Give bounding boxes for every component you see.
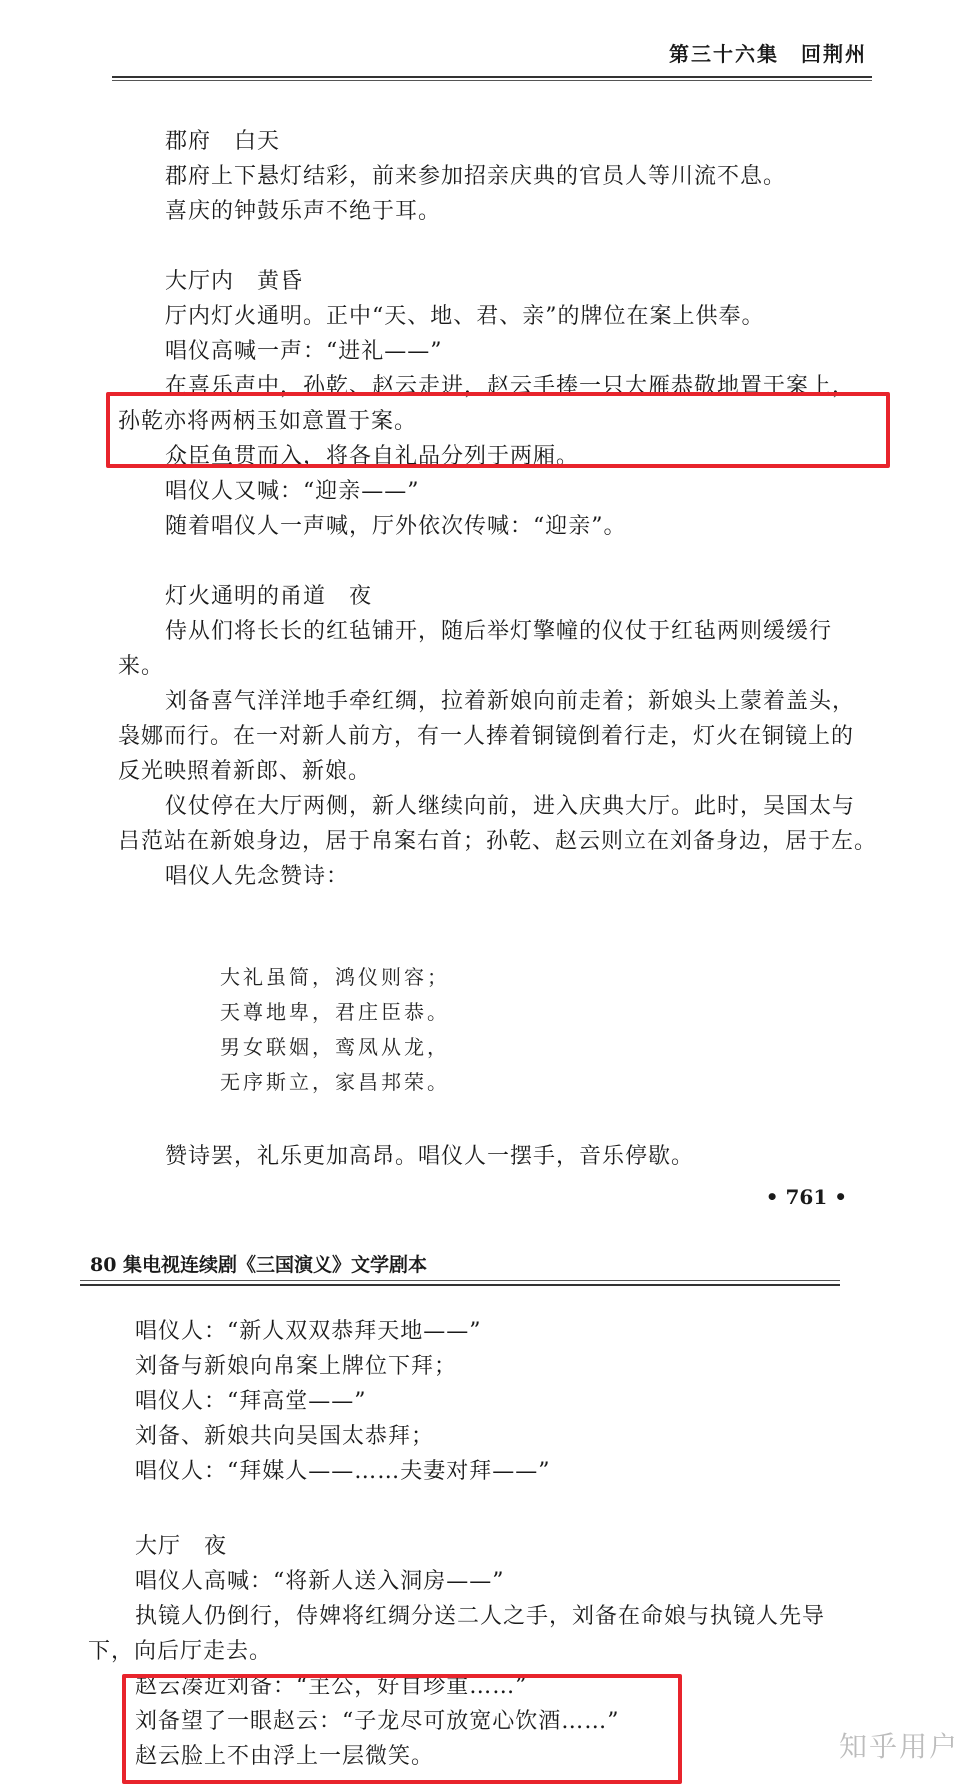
paragraph-line: 来。 <box>118 654 165 679</box>
running-header: 80 集电视连续剧《三国演义》文学剧本 <box>90 1254 428 1276</box>
paragraph-line: 唱仪人又喊：“迎亲——” <box>165 479 420 504</box>
paragraph-line: 唱仪人：“拜高堂——” <box>135 1389 367 1414</box>
paragraph-line: 赵云凑近刘备：“主公，好自珍重……” <box>135 1674 528 1699</box>
paragraph-line: 刘备喜气洋洋地手牵红绸，拉着新娘向前走着；新娘头上蒙着盖头， <box>165 689 856 714</box>
paragraph-line: 随着唱仪人一声喊，厅外依次传喊：“迎亲”。 <box>165 514 627 539</box>
header-rule <box>80 1280 840 1281</box>
scene-heading: 大厅 夜 <box>135 1534 228 1559</box>
paragraph-line: 仪仗停在大厅两侧，新人继续向前，进入庆典大厅。此时，吴国太与 <box>165 794 856 819</box>
paragraph-line: 众臣鱼贯而入，将各自礼品分列于两厢。 <box>165 444 580 469</box>
paragraph-line: 赵云脸上不由浮上一层微笑。 <box>135 1744 435 1769</box>
paragraph-line: 唱仪人：“新人双双恭拜天地——” <box>135 1319 482 1344</box>
paragraph-line: 赞诗罢，礼乐更加高昂。唱仪人一摆手，音乐停歇。 <box>165 1144 695 1169</box>
paragraph-line: 唱仪人：“拜媒人——……夫妻对拜——” <box>135 1459 551 1484</box>
poem-line: 无序斯立，家昌邦荣。 <box>220 1070 450 1094</box>
paragraph-line: 孙乾亦将两柄玉如意置于案。 <box>118 409 418 434</box>
paragraph-line: 刘备与新娘向帛案上牌位下拜； <box>135 1354 458 1379</box>
paragraph-line: 厅内灯火通明。正中“天、地、君、亲”的牌位在案上供奉。 <box>165 304 765 329</box>
paragraph-line: 刘备望了一眼赵云：“子龙尽可放宽心饮酒……” <box>135 1709 620 1734</box>
header-rule <box>112 76 872 78</box>
paragraph-line: 喜庆的钟鼓乐声不绝于耳。 <box>165 199 442 224</box>
paragraph-line: 侍从们将长长的红毡铺开，随后举灯擎幢的仪仗于红毡两则缓缓行 <box>165 619 833 644</box>
paragraph-line: 在喜乐声中，孙乾、赵云走进，赵云手捧一只大雁恭敬地置于案上， <box>165 374 856 399</box>
paragraph-line: 郡府上下悬灯结彩，前来参加招亲庆典的官员人等川流不息。 <box>165 164 787 189</box>
page-number: • 761 • <box>765 1185 847 1209</box>
running-header: 第三十六集 回荆州 <box>669 42 867 66</box>
highlight-box <box>122 1674 682 1784</box>
paragraph-line: 执镜人仍倒行，侍婢将红绸分送二人之手，刘备在命娘与执镜人先导 <box>135 1604 826 1629</box>
poem-line: 男女联姻，鸾凤从龙， <box>220 1035 450 1059</box>
paragraph-line: 反光映照着新郎、新娘。 <box>118 759 372 784</box>
poem-line: 大礼虽简，鸿仪则容； <box>220 965 450 989</box>
scene-heading: 郡府 白天 <box>165 129 281 154</box>
paragraph-line: 袅娜而行。在一对新人前方，有一人捧着铜镜倒着行走，灯火在铜镜上的 <box>118 724 855 749</box>
watermark: 知乎用户 <box>838 1730 959 1763</box>
paragraph-line: 下，向后厅走去。 <box>88 1639 273 1664</box>
paragraph-line: 吕范站在新娘身边，居于帛案右首；孙乾、赵云则立在刘备身边，居于左。 <box>118 829 878 854</box>
scene-heading: 灯火通明的甬道 夜 <box>165 584 373 609</box>
paragraph-line: 刘备、新娘共向吴国太恭拜； <box>135 1424 435 1449</box>
highlight-box <box>106 392 890 468</box>
poem-line: 天尊地卑，君庄臣恭。 <box>220 1000 450 1024</box>
paragraph-line: 唱仪高喊一声：“进礼——” <box>165 339 443 364</box>
scene-heading: 大厅内 黄昏 <box>165 269 304 294</box>
paragraph-line: 唱仪人高喊：“将新人送入洞房——” <box>135 1569 505 1594</box>
paragraph-line: 唱仪人先念赞诗： <box>165 864 350 889</box>
